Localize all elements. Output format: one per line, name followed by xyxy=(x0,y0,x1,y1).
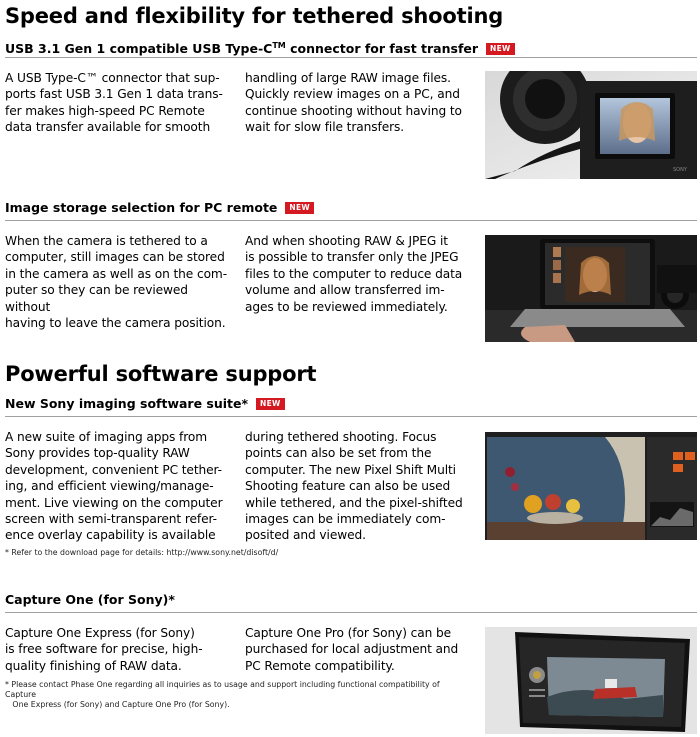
divider xyxy=(5,57,697,58)
feature-heading-suite xyxy=(5,396,285,412)
text-line: while tethered, and the pixel-shifted xyxy=(245,495,463,510)
text-line: purchased for local adjustment and xyxy=(245,642,459,657)
usb-text-col1 xyxy=(5,70,233,136)
brand-label: SONY xyxy=(673,167,687,173)
text-line: When the camera is tethered to a xyxy=(5,234,208,248)
divider xyxy=(5,220,697,221)
text-line: having to leave the camera position. xyxy=(5,316,226,331)
section-title-software: Powerful software support xyxy=(5,362,317,386)
text-line: A USB Type-C™ connector that sup- xyxy=(5,71,220,85)
text-line: Capture One Pro (for Sony) can be xyxy=(245,626,452,640)
capture-footnote xyxy=(5,680,465,710)
text-line: And when shooting RAW & JPEG it xyxy=(245,234,448,248)
divider xyxy=(5,416,697,417)
text-line: wait for slow file transfers. xyxy=(245,120,405,135)
text-line: during tethered shooting. Focus xyxy=(245,430,437,444)
text-line: ence overlay capability is available xyxy=(5,528,216,543)
usb-text-col2 xyxy=(245,70,473,136)
text-line: Shooting feature can also be used xyxy=(245,479,451,494)
laptop-tether-photo xyxy=(485,235,697,342)
suite-footnote: * Refer to the download page for details: http://www.sony.net/disoft/d/ xyxy=(5,548,279,557)
new-badge: NEW xyxy=(285,202,314,214)
text-line: ports fast USB 3.1 Gen 1 data trans- xyxy=(5,87,223,102)
text-line: Quickly review images on a PC, and xyxy=(245,87,460,102)
software-screen-photo xyxy=(485,432,697,540)
text-line: handling of large RAW image files. xyxy=(245,71,451,85)
text-line: ment. Live viewing on the computer xyxy=(5,495,223,510)
text-line: Capture One Express (for Sony) xyxy=(5,626,195,640)
usb-heading-text: USB 3.1 Gen 1 compatible USB Type-C xyxy=(5,41,273,57)
new-badge: NEW xyxy=(256,398,285,410)
text-line: computer, still images can be stored xyxy=(5,250,225,265)
text-line: screen with semi-transparent refer- xyxy=(5,512,217,527)
feature-heading-capture-one: Capture One (for Sony)* xyxy=(5,592,175,607)
storage-heading-text: Image storage selection for PC remote xyxy=(5,200,278,215)
new-badge: NEW xyxy=(486,43,515,55)
text-line: ing, and efficient viewing/manage- xyxy=(5,479,214,494)
text-line: images can be immediately com- xyxy=(245,512,446,527)
text-line: posited and viewed. xyxy=(245,528,366,543)
text-line: volume and allow transferred im- xyxy=(245,283,445,298)
text-line: A new suite of imaging apps from xyxy=(5,430,208,444)
text-line: files to the computer to reduce data xyxy=(245,266,463,281)
feature-heading-storage xyxy=(5,200,314,216)
text-line: development, convenient PC tether- xyxy=(5,462,222,477)
text-line: points can also be set from the xyxy=(245,446,432,461)
capture-one-monitor-photo xyxy=(485,627,697,734)
capture-text-col1 xyxy=(5,625,233,674)
feature-heading-usb xyxy=(5,38,515,57)
section-title-tethered: Speed and flexibility for tethered shooting xyxy=(5,4,504,28)
text-line: continue shooting without having to xyxy=(245,103,462,118)
text-line: data transfer available for smooth xyxy=(5,120,211,135)
text-line: quality finishing of RAW data. xyxy=(5,658,182,673)
text-line: puter so they can be reviewed without xyxy=(5,283,188,314)
text-line: ages to be reviewed immediately. xyxy=(245,299,448,314)
text-line: fer makes high-speed PC Remote xyxy=(5,103,205,118)
text-line: in the camera as well as on the com- xyxy=(5,266,228,281)
camera-usb-photo xyxy=(485,71,697,179)
usb-heading-sup: TM xyxy=(272,41,286,50)
divider xyxy=(5,612,697,613)
text-line: Sony provides top-quality RAW xyxy=(5,446,190,461)
suite-heading-text: New Sony imaging software suite* xyxy=(5,396,249,411)
storage-text-col2 xyxy=(245,233,473,315)
capture-text-col2 xyxy=(245,625,473,674)
storage-text-col1 xyxy=(5,233,233,331)
note-line: * Please contact Phase One regarding all inquiries as to usage and support including functional compatibility of Capture xyxy=(5,680,440,699)
note-line: One Express (for Sony) and Capture One Pro (for Sony). xyxy=(5,700,230,709)
suite-text-col2 xyxy=(245,429,473,544)
text-line: is possible to transfer only the JPEG xyxy=(245,250,459,265)
usb-heading-rest: connector for fast transfer xyxy=(285,41,479,57)
text-line: is free software for precise, high- xyxy=(5,642,203,657)
text-line: PC Remote compatibility. xyxy=(245,658,395,673)
text-line: computer. The new Pixel Shift Multi xyxy=(245,462,456,477)
suite-text-col1 xyxy=(5,429,233,544)
